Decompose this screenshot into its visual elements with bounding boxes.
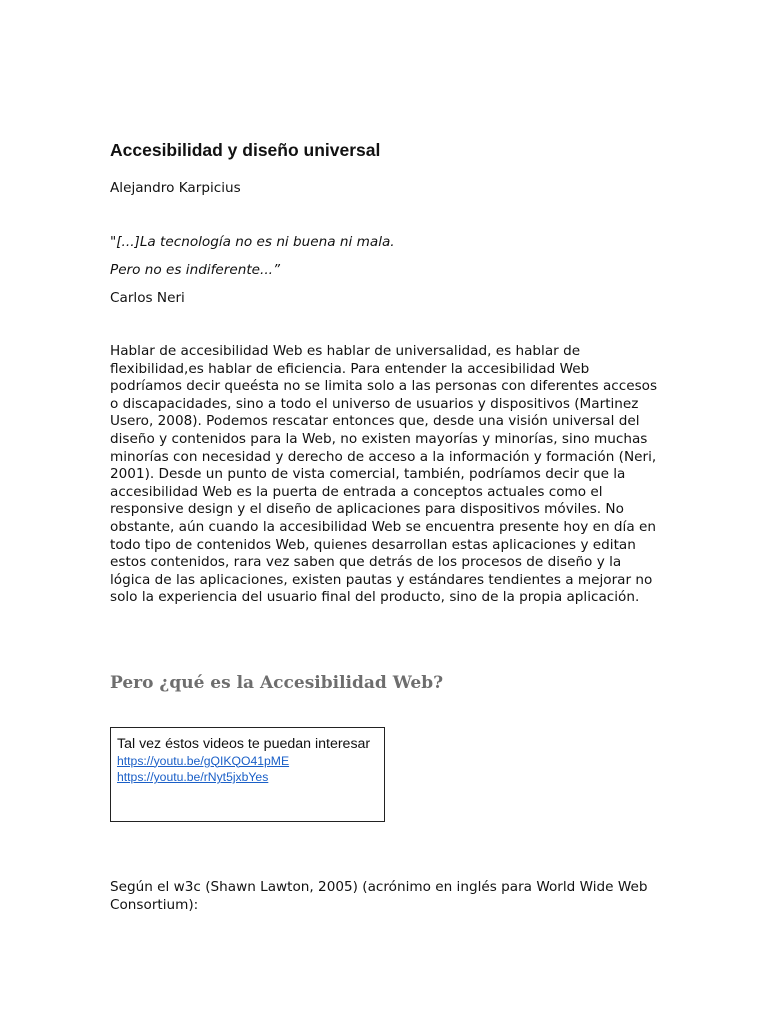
quote-line-2: Pero no es indiferente...” xyxy=(110,262,281,278)
video-link-2[interactable]: https://youtu.be/rNyt5jxbYes xyxy=(117,770,269,784)
section-subheading: Pero ¿qué es la Accesibilidad Web? xyxy=(110,673,444,693)
video-box-message: Tal vez éstos videos te puedan interesar xyxy=(117,736,371,752)
body-paragraph: Hablar de accesibilidad Web es hablar de universalidad, es hablar de flexibilidad,es hablar de eficiencia. Para entender la accesibilidad Web podríamos decir queésta no se limita solo a las personas con diferentes accesos o discapacidades, sino a todo el universo de usuarios y dispositivos (Martinez Usero, 2008). Podemos rescatar entonces que, desde una visión universal del diseño y contenidos para la Web, no existen mayorías y minorías, sino muchas minorías con necesidad y derecho de acceso a la información y formación (Neri, 2001). Desde un punto de vista comercial, también, podríamos decir que la accesibilidad Web es la puerta de entrada a conceptos actuales como el responsive design y el diseño de aplicaciones para dispositivos móviles. No obstante, aún cuando la accesibilidad Web se encuentra presente hoy en día en todo tipo de contenidos Web, quienes desarrollan estas aplicaciones y editan estos contenidos, rara vez saben que detrás de los procesos de diseño y la lógica de las aplicaciones, existen pautas y estándares tendientes a mejorar no solo la experiencia del usuario final del producto, sino de la propia aplicación. xyxy=(110,343,658,606)
quote-line-1: "[...]La tecnología no es ni buena ni mala. xyxy=(110,234,395,250)
author-name: Alejandro Karpicius xyxy=(110,180,241,196)
video-link-1[interactable]: https://youtu.be/gQIKQO41pME xyxy=(117,753,290,768)
video-links-box xyxy=(110,727,385,822)
document-title: Accesibilidad y diseño universal xyxy=(110,140,381,160)
w3c-paragraph: Según el w3c (Shawn Lawton, 2005) (acrónimo en inglés para World Wide Web Consortium): xyxy=(110,879,648,913)
quote-author: Carlos Neri xyxy=(110,290,185,306)
